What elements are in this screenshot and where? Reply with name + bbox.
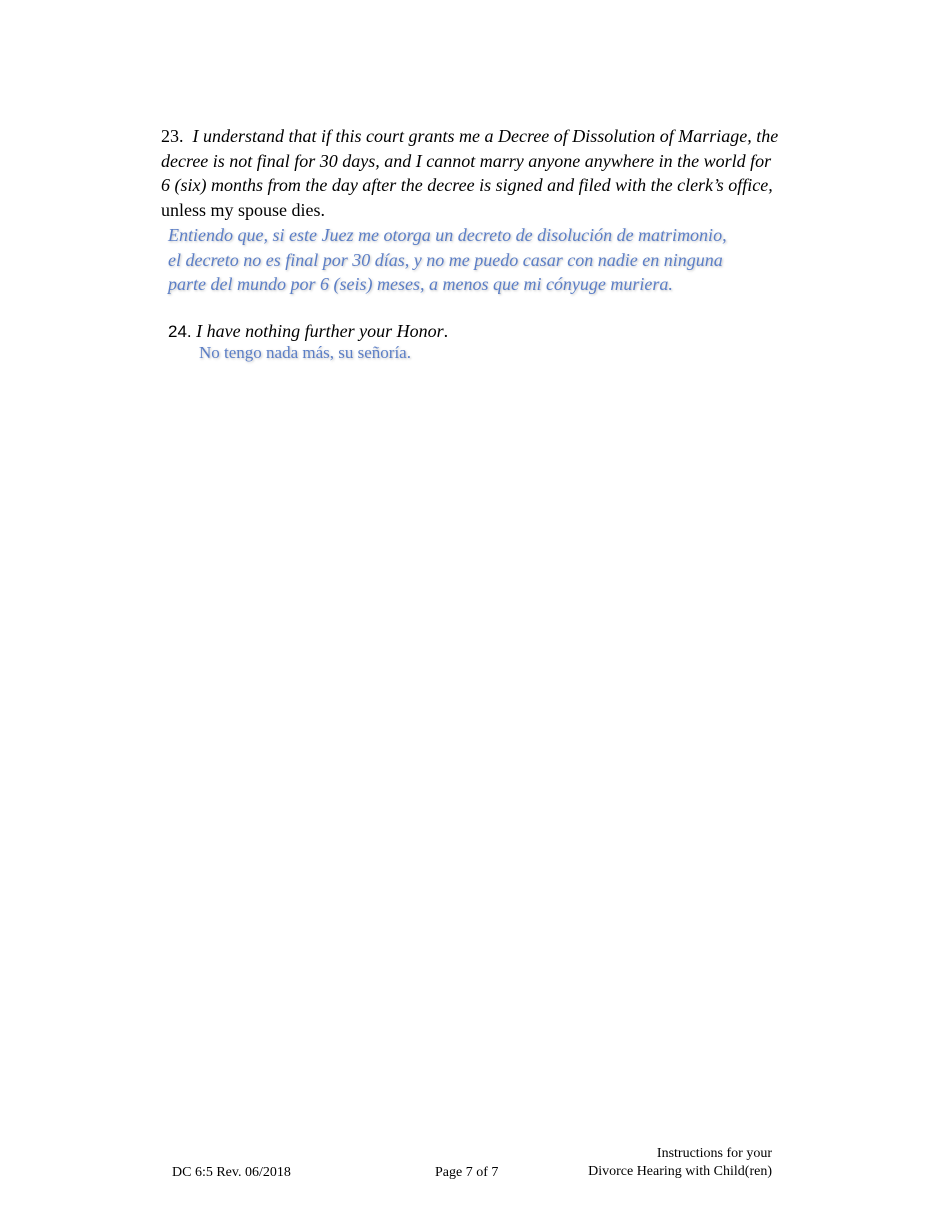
item-24-statement-end: .	[443, 321, 449, 341]
item-23-spanish-line-3: parte del mundo por 6 (seis) meses, a menos que mi cónyuge muriera.	[168, 274, 673, 294]
item-23-statement: I understand that if this court grants me a Decree of Dissolution of Marriage, the decree is not final for 30 days, and I cannot marry anyone anywhere in the world for 6 (six) months from the day after the decree is signed and filed with the clerk’s office,	[161, 126, 779, 195]
item-24-statement: I have nothing further your Honor	[196, 321, 444, 341]
footer-title-line-2: Divorce Hearing with Child(ren)	[588, 1164, 772, 1179]
item-23	[161, 124, 781, 222]
item-23-spanish-translation	[168, 223, 778, 297]
item-23-statement-end: unless my spouse dies.	[161, 199, 325, 220]
item-23-number: 23.	[161, 126, 184, 146]
footer-page-number: Page 7 of 7	[435, 1165, 499, 1180]
item-23-spanish-line-2: el decreto no es final por 30 días, y no me puedo casar con nadie en ninguna	[168, 249, 723, 270]
footer-title-line-1: Instructions for your	[656, 1146, 772, 1161]
item-24-number: 24.	[168, 322, 192, 341]
item-23-spanish-line-1: Entiendo que, si este Juez me otorga un decreto de disolución de matrimonio,	[168, 225, 727, 245]
footer-form-id: DC 6:5 Rev. 06/2018	[172, 1165, 291, 1180]
item-24-spanish-translation: No tengo nada más, su señoría.	[199, 343, 411, 362]
item-24	[168, 320, 448, 343]
footer-document-title	[560, 1145, 772, 1181]
